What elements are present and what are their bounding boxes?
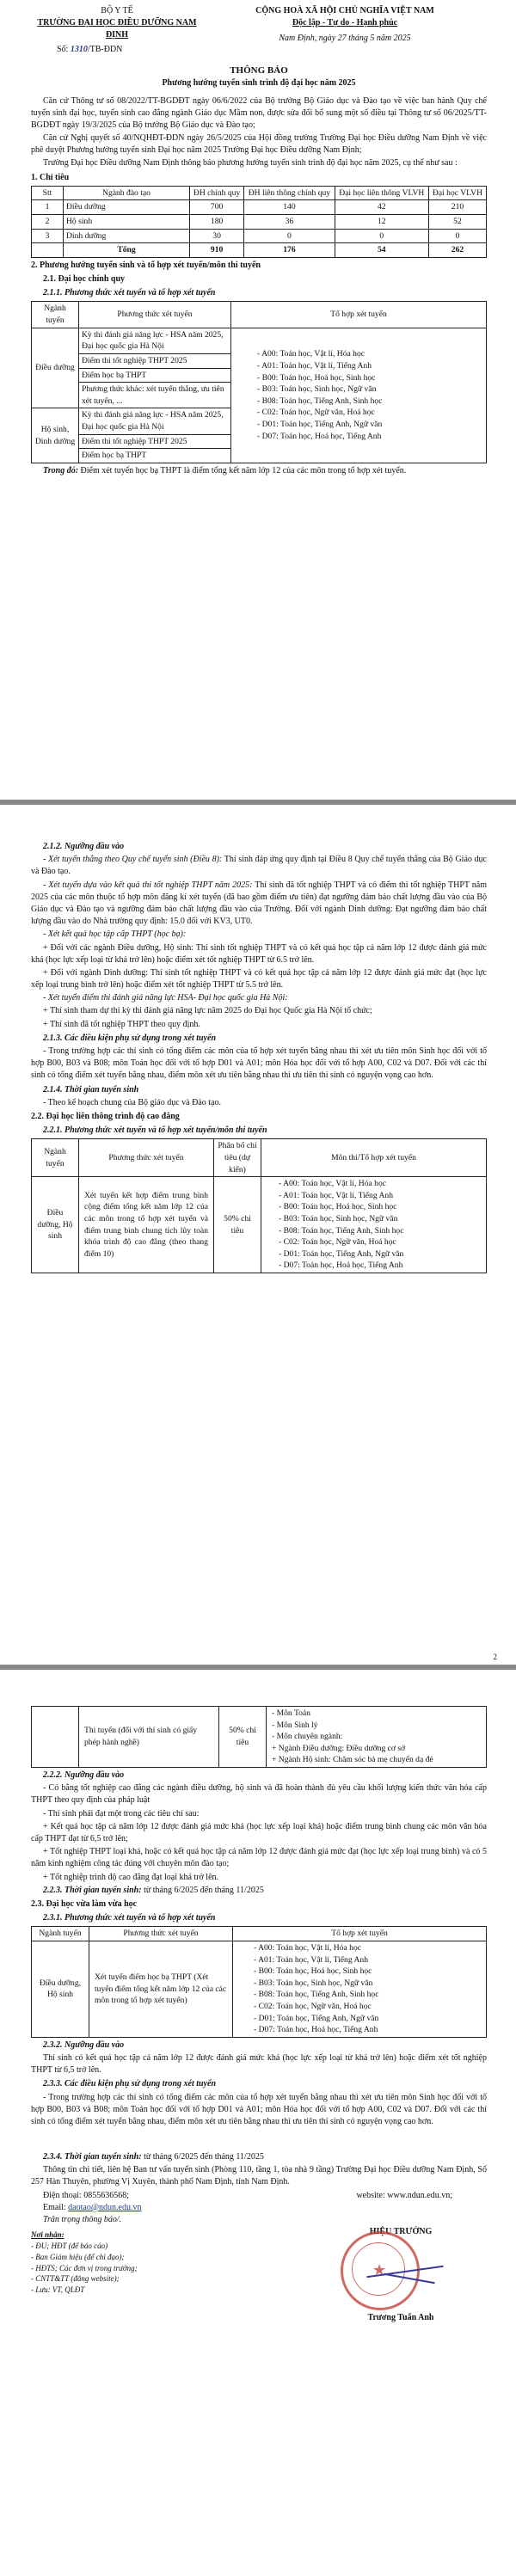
col-parttime: Đại học VLVH	[428, 186, 486, 200]
phone: Điện thoại: 0855636568;	[43, 2190, 129, 2200]
threshold-line: + Đối với các ngành Điều dưỡng, Hộ sinh: Thí sinh tốt nghiệp THPT và có kết quả học tập cả năm lớp 12 được đánh giá mức khá (học lực xếp loại từ khá trở lên) hoặc điểm xét tốt nghiệp THPT từ 6.5 trở lên.	[31, 942, 487, 965]
section-2-3-1-title: 2.3.1. Phương thức xét tuyển và tổ hợp xét tuyển	[43, 1913, 216, 1923]
transfer-table-cont	[31, 1706, 487, 1768]
method-table	[31, 301, 487, 463]
tiebreak-text: - Trong trường hợp các thí sinh có tổng điểm các môn của tổ hợp xét tuyển bằng nhau thì xét ưu tiên môn Sinh học đối với tổ hợp B00, B03 và B08; môn Toán học đối với tổ hợp D01 và A01; môn Hóa học đối với tổ hợp A00, C02 và D07. Đối với các thí sinh có tổng điểm xét tuyển bằng nhau, điểm môn xét ưu tiên bằng nhau thì ưu tiên thí sinh có nguyện vọng cao hơn.	[31, 2092, 487, 2126]
transfer-table	[31, 1138, 487, 1273]
col-transfer-parttime: Đại học liên thông VLVH	[335, 186, 428, 200]
table-row: Điều dưỡng Kỳ thi đánh giá năng lực - HSA năm 2025, Đại học quốc gia Hà Nội - A00: Toán học, Vật lí, Hóa học - A01: Toán học, Vật lí, Tiếng Anh - B00: Toán học, Hoá học, Sinh học - B03: Toán học, Sinh học, Ngữ văn - B08: Toán học, Tiếng Anh, Sinh học - C02: Toán học, Ngữ văn, Hoá học - D01: Toán học, Tiếng Anh, Ngữ văn - D07: Toán học, Hoá học, Tiếng Anh	[32, 328, 487, 353]
section-2-2-3: 2.2.3. Thời gian tuyển sinh: từ tháng 6/2025 đến tháng 11/2025	[43, 1885, 264, 1895]
col-major: Ngành đào tạo	[64, 186, 190, 200]
school-name: TRƯỜNG ĐẠI HỌC ĐIỀU DƯỠNG NAM ĐỊNH	[37, 18, 197, 40]
page-3	[0, 1670, 516, 2576]
threshold-line: + Đối với ngành Dinh dưỡng: Thí sinh tốt nghiệp THPT và có kết quả học tập cả năm lớp 12 được đánh giá mức đạt (học lực xếp loại trung bình trở lên) hoặc điểm xét tốt nghiệp THPT từ 5.5 trở lên.	[31, 967, 487, 991]
table-row: 1 Điều dưỡng 700 140 42 210	[32, 200, 487, 215]
threshold-line: - Xét kết quả học tập cấp THPT (học bạ):	[43, 929, 187, 940]
recipients: Nơi nhận: - ĐU; HĐT (để báo cáo) - Ban Giám hiệu (để chỉ đạo); - HĐTS; Các đơn vị trong trường; - CNTT&TT (đăng website); - Lưu: VT, QLĐT	[31, 2230, 138, 2295]
table-row: Điểm thi tốt nghiệp THPT 2025	[32, 353, 487, 368]
doc-title: THÔNG BÁO	[230, 64, 288, 76]
intro-para-3: Trường Đại học Điều dưỡng Nam Định thông báo phương hướng tuyển sinh trình độ đại học năm 2025, cụ thể như sau :	[43, 158, 458, 169]
page-number: 2	[493, 1653, 497, 1661]
table-row: Điểm học bạ THPT	[32, 449, 487, 463]
section-2-1-4-title: 2.1.4. Thời gian tuyển sinh	[43, 1084, 139, 1095]
table-row: Điểm học bạ THPT	[32, 368, 487, 383]
col-major: Ngành tuyển	[32, 1139, 79, 1177]
ministry-name: BỘ Y TẾ	[101, 6, 133, 15]
threshold-line: - Có bằng tốt nghiệp cao đẳng các ngành điều dưỡng, hộ sinh và đã hoàn thành đủ yêu cầu khối lượng kiến thức văn hóa cấp THPT theo quy định của pháp luật	[31, 1783, 487, 1806]
doc-subtitle: Phương hướng tuyển sinh trình độ đại học năm 2025	[162, 78, 356, 89]
col-combos: Tổ hợp xét tuyển	[233, 1927, 487, 1941]
col-method: Phương thức xét tuyển	[79, 302, 231, 328]
page-1	[0, 0, 516, 800]
table-row: 2 Hộ sinh 180 36 12 52	[32, 215, 487, 230]
section-2-3-3-title: 2.3.3. Các điều kiện phụ sử dụng trong xét tuyển	[43, 2079, 217, 2089]
contact-row	[31, 2190, 487, 2202]
email-link[interactable]: daotao@ndun.edu.vn	[68, 2202, 142, 2212]
document-number: Số: 1310/TB-ĐDN	[57, 44, 123, 54]
parttime-table	[31, 1926, 487, 2037]
time-text: - Theo kế hoạch chung của Bộ giáo dục và Đào tạo.	[43, 1097, 221, 1107]
method-note: Trong đó: Điểm xét tuyển học bạ THPT là điểm tổng kết năm lớp 12 của các môn trong tổ hợp xét tuyển.	[43, 465, 407, 475]
section-2-1-title: 2.1. Đại học chính quy	[43, 274, 126, 285]
section-1-title: 1. Chỉ tiêu	[31, 172, 70, 182]
threshold-line: - Xét tuyển điểm thi đánh giá năng lực HSA- Đại học quốc gia Hà Nội:	[43, 993, 288, 1003]
website-link[interactable]: website: www.ndun.edu.vn;	[356, 2190, 452, 2200]
section-2-title: 2. Phương hướng tuyển sinh và tổ hợp xét tuyển/môn thi tuyển	[31, 260, 261, 270]
col-quota: Phân bổ chỉ tiêu (dự kiến)	[214, 1139, 261, 1177]
section-2-2-2-title: 2.2.2. Ngưỡng đầu vào	[43, 1770, 125, 1781]
col-method: Phương thức xét tuyển	[89, 1927, 233, 1941]
table-row: Phương thức khác: xét tuyển thẳng, ưu tiên xét tuyển, ...	[32, 383, 487, 408]
contact-text: Thông tin chi tiết, liên hệ Ban tư vấn tuyển sinh (Phòng 110, tầng 1, tòa nhà 9 tầng) Trường Đại học Điều dưỡng Nam Định, Số 257 Hàn Thuyên, phường Vị Xuyên, thành phố Nam Định, tỉnh Nam Định.	[31, 2165, 487, 2187]
col-stt: Stt	[32, 186, 64, 200]
motto: Độc lập - Tự do - Hạnh phúc	[292, 18, 398, 28]
signature-block	[315, 2226, 487, 2323]
table-row: Hộ sinh, Dinh dưỡng Kỳ thi đánh giá năng lực - HSA năm 2025, Đại học quốc gia Hà Nội	[32, 408, 487, 434]
signer-title: HIỆU TRƯỞNG	[369, 2227, 433, 2237]
document-date: Nam Định, ngày 27 tháng 5 năm 2025	[279, 34, 411, 44]
section-2-3-2-title: 2.3.2. Ngưỡng đầu vào	[43, 2039, 125, 2050]
official-stamp: ★	[341, 2231, 420, 2310]
combo-list: - A00: Toán học, Vật lí, Hóa học - A01: Toán học, Vật lí, Tiếng Anh - B00: Toán học, Hoá học, Sinh học - B03: Toán học, Sinh học, Ngữ văn - B08: Toán học, Tiếng Anh, Sinh học - C02: Toán học, Ngữ văn, Hoá học - D01: Toán học, Tiếng Anh, Ngữ văn - D07: Toán học, Hoá học, Tiếng Anh	[231, 328, 487, 463]
closing-text: Trân trọng thông báo/.	[43, 2215, 122, 2225]
intro-para-1: Căn cứ Thông tư số 08/2022/TT-BGDĐT ngày 06/6/2022 của Bộ trưởng Bộ Giáo dục và Đào tạo về việc ban hành Quy chế tuyển sinh đại học, tuyển sinh cao đẳng ngành Giáo dục Mầm non, được sửa đổi bổ sung một số điều tại Thông tư số 06/2025/TT-BGDĐT ngày 19/3/2025 của Bộ trưởng Bộ Giáo dục và Đào tạo;	[31, 95, 487, 130]
col-major: Ngành tuyển	[32, 1927, 89, 1941]
page-2	[0, 805, 516, 1665]
table-total-row: Tổng 910 176 54 262	[32, 243, 487, 258]
threshold-text: Thí sinh có kết quả học tập cả năm lớp 12 được đánh giá mức khá (học lực xếp loại từ khá trở lên) hoặc điểm xét tốt nghiệp THPT từ 6,5 trở lên.	[31, 2052, 487, 2076]
section-2-2-title: 2.2. Đại học liên thông trình độ cao đẳng	[31, 1111, 180, 1121]
signer-name: Trương Tuấn Anh	[367, 2313, 434, 2323]
threshold-line: - Thí sinh phải đạt một trong các tiêu chí sau:	[43, 1808, 200, 1819]
footer-block	[31, 2226, 487, 2329]
table-row: 3 Dinh dưỡng 30 0 0 0	[32, 229, 487, 243]
col-regular: ĐH chính quy	[190, 186, 244, 200]
col-transfer: ĐH liên thông chính quy	[244, 186, 335, 200]
col-combos: Tổ hợp xét tuyển	[231, 302, 487, 328]
threshold-line: + Thí sinh đã tốt nghiệp THPT theo quy định.	[43, 1019, 200, 1029]
threshold-line: + Thí sinh tham dự thi kỳ thi đánh giá năng lực năm 2025 do Đại học Quốc gia Hà Nội tổ chức;	[43, 1006, 372, 1016]
table-row: Thi tuyển (đối với thí sinh có giấy phép hành nghề) 50% chỉ tiêu - Môn Toán - Môn Sinh lý - Môn chuyên ngành: + Ngành Điều dưỡng: Điều dưỡng cơ sở + Ngành Hộ sinh: Chăm sóc bà mẹ chuyển dạ đẻ	[32, 1707, 487, 1768]
document-header	[31, 5, 487, 56]
email-row: Email: daotao@ndun.edu.vn	[43, 2202, 142, 2212]
section-2-1-1-title: 2.1.1. Phương thức xét tuyển và tổ hợp xét tuyển	[43, 288, 216, 298]
threshold-line: - Xét tuyển thẳng theo Quy chế tuyển sinh (Điều 8): Thí sinh đáp ứng quy định tại Điều 8 Quy chế tuyển thẳng của Bộ Giáo dục và Đào tạo.	[31, 855, 487, 877]
nation-name: CỘNG HOÀ XÃ HỘI CHỦ NGHĨA VIỆT NAM	[255, 6, 434, 15]
table-row: Điều dưỡng, Hộ sinh Xét tuyển điểm học bạ THPT (Xét tuyển điểm tổng kết năm lớp 12 của các môn trong tổ hợp xét tuyển) - A00: Toán học, Vật lí, Hóa học - A01: Toán học, Vật lí, Tiếng Anh - B00: Toán học, Hoá học, Sinh học - B03: Toán học, Sinh học, Ngữ văn - B08: Toán học, Tiếng Anh, Sinh học - C02: Toán học, Ngữ văn, Hoá học - D01: Toán học, Tiếng Anh, Ngữ văn - D07: Toán học, Hoá học, Tiếng Anh	[32, 1941, 487, 2037]
col-method: Phương thức xét tuyển	[79, 1139, 214, 1177]
threshold-line: + Tốt nghiệp trình độ cao đẳng đạt loại khá trở lên.	[43, 1872, 219, 1882]
col-major: Ngành tuyển	[32, 302, 79, 328]
table-row: Điều dưỡng, Hộ sinh Xét tuyển kết hợp điểm trung bình cộng điểm tổng kết năm lớp 12 của các môn trong tổ hợp xét tuyển và điểm trung bình chung tích lũy toàn khóa trình độ cao đẳng (theo thang điểm 10) 50% chỉ tiêu - A00: Toán học, Vật lí, Hóa học - A01: Toán học, Vật lí, Tiếng Anh - B00: Toán học, Hoá học, Sinh học - B03: Toán học, Sinh học, Ngữ văn - B08: Toán học, Tiếng Anh, Sinh học - C02: Toán học, Ngữ văn, Hoá học - D01: Toán học, Tiếng Anh, Ngữ văn - D07: Toán học, Hoá học, Tiếng Anh	[32, 1177, 487, 1273]
section-2-2-1-title: 2.2.1. Phương thức xét tuyển và tổ hợp xét tuyển/môn thi tuyển	[43, 1125, 267, 1136]
section-2-1-3-title: 2.1.3. Các điều kiện phụ sử dụng trong xét tuyển	[43, 1033, 217, 1043]
section-2-3-4: 2.3.4. Thời gian tuyển sinh: từ tháng 6/2025 đến tháng 11/2025	[43, 2152, 264, 2162]
section-2-1-2-title: 2.1.2. Ngưỡng đầu vào	[43, 842, 125, 851]
tiebreak-text: - Trong trường hợp các thí sinh có tổng điểm các môn của tổ hợp xét tuyển bằng nhau thì xét ưu tiên môn Sinh học đối với tổ hợp B00, B03 và B08; môn Toán học đối với tổ hợp D01 và A01; môn Hóa học đối với tổ hợp A00, C02 và D07. Đối với các thí sinh có tổng điểm xét tuyển bằng nhau, điểm môn xét ưu tiên bằng nhau thì ưu tiên thí sinh có nguyện vọng cao hơn.	[31, 1046, 487, 1081]
quota-table	[31, 186, 487, 258]
intro-para-2: Căn cứ Nghị quyết số 40/NQHĐT-ĐDN ngày 26/5/2025 của Hội đồng trường Trường Đại học Điều dưỡng Nam Định về việc phê duyệt Phương hướng tuyển sinh Đại học năm 2025 Trường Đại học Điều dưỡng Nam Định;	[31, 133, 487, 156]
col-combos: Môn thi/Tổ hợp xét tuyển	[261, 1139, 487, 1177]
threshold-line: + Tốt nghiệp THPT loại khá, hoặc có kết quả học tập cả năm lớp 12 được đánh giá mức đạt (học lực xếp loại trung bình) và có 5 năm kinh nghiệm công tác đúng với chuyên môn đào tạo;	[31, 1847, 487, 1869]
table-row: Điểm thi tốt nghiệp THPT 2025	[32, 434, 487, 449]
section-2-3-title: 2.3. Đại học vừa làm vừa học	[31, 1898, 138, 1909]
threshold-line: - Xét tuyển dựa vào kết quả thi tốt nghiệp THPT năm 2025: Thí sinh đã tốt nghiệp THPT và có điểm thi tốt nghiệp THPT năm 2025 của các môn thuộc tổ hợp môn đăng kí xét tuyển (đã bao gồm điểm ưu tiên) đạt ngưỡng đảm bảo chất lượng đầu vào của Bộ Giáo dục và Đào tạo và ngưỡng đảm bảo chất lượng đầu vào của Trường. Đối với ngành Dinh dưỡng: Đạt ngưỡng đảm bảo chất lượng đầu vào do Nhà trường quy định: 15.0 đối với KV3, UT0.	[31, 880, 487, 927]
threshold-line: + Kết quả học tập cả năm lớp 12 được đánh giá mức khá (học lực xếp loại khá) hoặc điểm trung bình chung các môn văn hóa cấp THPT đạt từ 6,5 trở lên;	[31, 1821, 487, 1843]
